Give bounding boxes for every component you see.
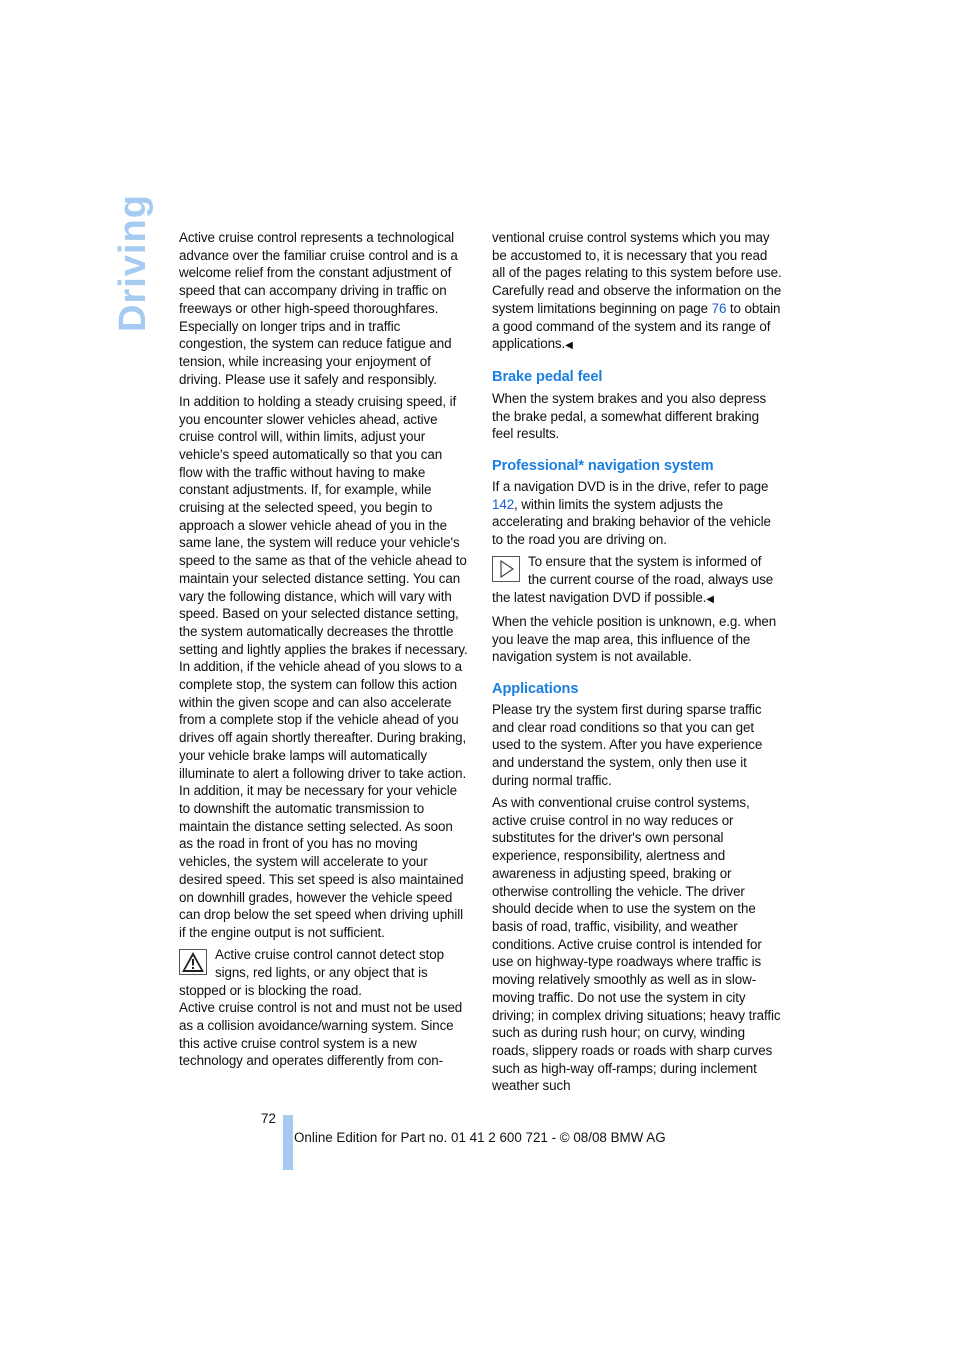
end-mark-icon: ◀ bbox=[706, 593, 714, 605]
page-number: 72 bbox=[261, 1111, 276, 1126]
heading-applications: Applications bbox=[492, 680, 579, 697]
brake-paragraph: When the system brakes and you also depress the brake pedal, a somewhat different braking feel results. bbox=[492, 390, 767, 442]
read-before-use-paragraph bbox=[492, 229, 782, 355]
warning-text: Active cruise control cannot detect stop signs, red lights, or any object that is stopped or is blocking the road. bbox=[179, 947, 444, 998]
warning-continued-text: Active cruise control is not and must not be used as a collision avoidance/warning system. Since this active cruise control system is a new technology and operates differently from con- bbox=[179, 1000, 463, 1069]
play-arrow-icon bbox=[492, 556, 520, 582]
page-link-142[interactable]: 142 bbox=[492, 496, 515, 512]
warning-note bbox=[179, 946, 469, 1070]
nav-unknown-paragraph: When the vehicle position is unknown, e.g. when you leave the map area, this influence of the navigation system is not available. bbox=[492, 613, 777, 665]
heading-navigation-system: Professional* navigation system bbox=[492, 457, 714, 474]
applications-paragraph-2: As with conventional cruise control systems, active cruise control in no way reduces or substitutes for the driver's own personal experience, responsibility, alertness and awareness in adjusting speed, braking or otherwise controlling the vehicle. The driver should decide when to use the system on the basis of road, traffic, visibility, and weather conditions. Active cruise control is intended for use on highway-type roadways where traffic is moving relatively smoothly as well as in slow-moving traffic. Do not use the system in city driving; in complex driving situations; heavy traffic such as during rush hour; on curvy, winding roads, slippery roads or roads with sharp curves such as high-way off-ramps; during inclement weather such bbox=[492, 795, 781, 1094]
right-column bbox=[492, 229, 782, 1100]
nav-paragraph bbox=[492, 478, 782, 549]
nav-text-a: If a navigation DVD is in the drive, refer to page bbox=[492, 479, 769, 495]
nav-note-text bbox=[492, 553, 782, 608]
section-tab bbox=[110, 194, 158, 338]
end-mark-icon: ◀ bbox=[565, 340, 573, 352]
footer-bar bbox=[283, 1115, 293, 1170]
nav-note bbox=[492, 553, 782, 608]
intro-paragraph: Active cruise control represents a technological advance over the familiar cruise control and is a welcome relief from the constant adjustment of speed that can accompany driving in traffic on freeways or other high-speed thoroughfares. Especially on longer trips and in traffic congestion, the system can reduce fatigue and tension, while increasing your enjoyment of driving. Please use it safely and responsibly. bbox=[179, 230, 458, 387]
left-column bbox=[179, 229, 469, 1075]
section-tab-label: Driving bbox=[112, 194, 154, 332]
nav-note-body: To ensure that the system is informed of the current course of the road, always use the latest navigation DVD if possible. bbox=[492, 554, 774, 605]
speed-adjust-paragraph: In addition to holding a steady cruising speed, if you encounter slower vehicles ahead, active cruise control will, within limits, adjust your vehicle's speed automatically so that you can flow with the traffic without having to make constant adjustments. If, for example, while cruising at the selected speed, you begin to approach a slower vehicle ahead of you in the same lane, the system will reduce your vehicle's speed to the same as that of the vehicle ahead to maintain your selected distance setting. You can vary the following distance, which will vary with speed. Based on your selected distance setting, the system automatically decreases the throttle setting and lightly applies the brakes if necessary. In addition, if the vehicle ahead of you slows to a complete stop, the system can follow this action within the given scope and can also accelerate from a complete stop if the vehicle ahead of you drives off again shortly thereafter. During braking, your vehicle brake lamps will automatically illuminate to alert a following driver to take action. In addition, it may be necessary for your vehicle to downshift the automatic transmission to maintain the distance setting selected. As soon as the road in front of you has no moving vehicles, the system will accelerate to your desired speed. This set speed is also maintained on downhill grades, however the vehicle speed can drop below the set speed when driving uphill if the engine output is not sufficient. bbox=[179, 393, 468, 940]
read-text-b: to obtain a good command of the system and its range of applications. bbox=[492, 300, 781, 352]
read-text-a: ventional cruise control systems which you may be accustomed to, it is necessary that you read all of the pages relating to this system before use. Carefully read and observe the information on the system limitations beginning on page bbox=[492, 230, 782, 316]
heading-brake-pedal-feel: Brake pedal feel bbox=[492, 369, 603, 386]
page-link-76[interactable]: 76 bbox=[711, 300, 727, 316]
applications-paragraph-1: Please try the system first during sparse traffic and clear road conditions so that you can get used to the system. After you have experience and understand the system, only then use it during normal traffic. bbox=[492, 702, 763, 788]
warning-icon bbox=[179, 949, 207, 975]
edition-footer: Online Edition for Part no. 01 41 2 600 721 - © 08/08 BMW AG bbox=[294, 1130, 666, 1145]
nav-text-b: , within limits the system adjusts the accelerating and braking behavior of the vehicle to the road you are driving on. bbox=[492, 496, 771, 548]
